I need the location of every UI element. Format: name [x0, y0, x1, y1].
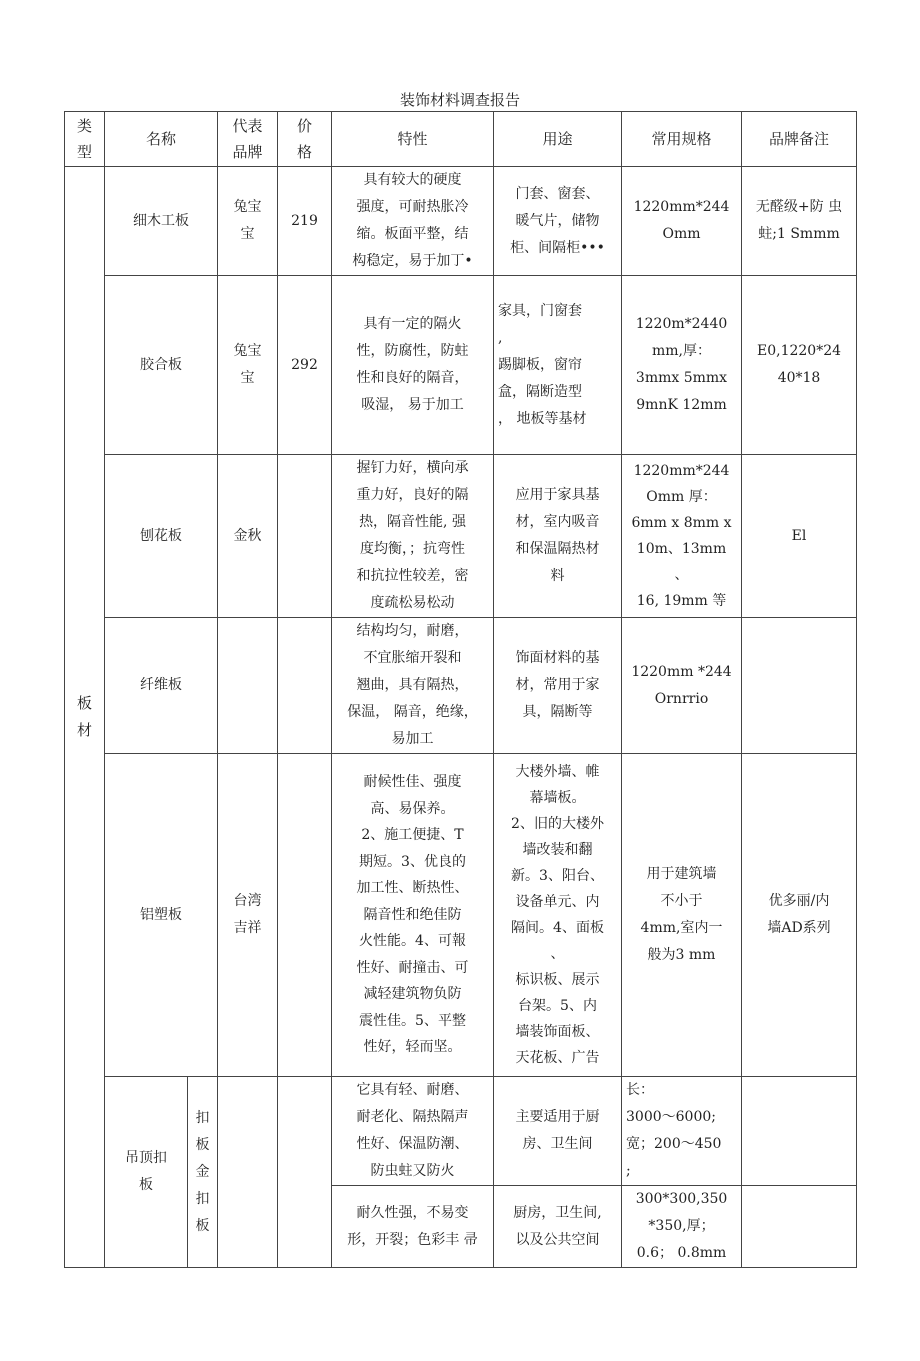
price-cell	[278, 618, 332, 754]
price-cell	[278, 455, 332, 618]
brand-cell: 金秋	[218, 455, 278, 618]
feature-cell: 耐久性强，不易变 形，开裂；色彩丰 帚	[332, 1186, 494, 1268]
note-cell: E0,1220*24 40*18	[742, 276, 857, 455]
price-cell: 219	[278, 167, 332, 276]
feature-cell: 耐候性佳、强度 高、易保养。 2、施工便捷、T 期短。3、优良的 加工性、断热性、 隔音性和绝佳防 火性能。4、可報 性好、耐撞击、可 减轻建筑物负防 震性佳。5、平整 性好，轻而坚。	[332, 754, 494, 1077]
note-cell: 无醛级+防 虫 蛀;1 Smmm	[742, 167, 857, 276]
page-title: 装饰材料调查报告	[399, 91, 520, 109]
brand-cell: 兔宝 宝	[218, 167, 278, 276]
note-cell: El	[742, 455, 857, 618]
table-row	[65, 1077, 857, 1186]
brand-cell	[218, 618, 278, 754]
usage-cell: 大楼外墙、帷 幕墙板。 2、旧的大楼外 墙改装和翻 新。3、阳台、 设备单元、内 隔间。4、面板 、 标识板、展示 台架。5、内 墙装饰面板、 天花板、广告	[494, 754, 622, 1077]
ceiling-sub2: 金 扣 板	[195, 1163, 210, 1234]
feature-cell: 结构均匀，耐磨， 不宜胀缩开裂和 翘曲，具有隔热， 保温， 隔音，绝缘， 易加工	[332, 618, 494, 754]
feature-cell: 它具有轻、耐磨、 耐老化、隔热隔声 性好、保温防潮、 防虫蛀又防火	[332, 1077, 494, 1186]
usage-cell: 主要适用于厨 房、卫生间	[494, 1077, 622, 1186]
note-cell	[742, 618, 857, 754]
spec-cell: 1220mm *244 Ornrrio	[622, 618, 742, 754]
materials-table	[64, 111, 857, 1268]
brand-cell	[218, 1077, 278, 1268]
spec-cell: 1220mm*244 Omm 厚： 6mm x 8mm x 10m、13mm 、 16, 19mm 等	[622, 455, 742, 618]
spec-cell: 用于建筑墙 不小于 4mm,室内一 般为3 mm	[622, 754, 742, 1077]
header-row	[65, 112, 857, 167]
price-cell	[278, 754, 332, 1077]
spec-cell: 1220mm*244 Omm	[622, 167, 742, 276]
name-cell: 纤维板	[105, 618, 218, 754]
feature-cell: 具有一定的隔火 性，防腐性，防蛀 性和良好的隔音， 吸湿， 易于加工	[332, 276, 494, 455]
table-row	[65, 167, 857, 276]
feature-cell: 具有较大的硬度 强度，可耐热胀冷 缩。板面平整，结 构稳定，易于加丁•	[332, 167, 494, 276]
table-row	[65, 276, 857, 455]
feature-cell: 握钉力好，横向承 重力好，良好的隔 热，隔音性能, 强 度均衡，；抗弯性 和抗拉性较差，密 度疏松易松动	[332, 455, 494, 618]
name-cell: 刨花板	[105, 455, 218, 618]
header-price: 价 格	[278, 112, 332, 167]
table-row	[65, 455, 857, 618]
brand-cell: 兔宝 宝	[218, 276, 278, 455]
header-brand: 代表 品牌	[218, 112, 278, 167]
name-cell: 胶合板	[105, 276, 218, 455]
spec-cell: 300*300,350 *350,厚； 0.6； 0.8mm	[622, 1186, 742, 1268]
price-cell	[278, 1077, 332, 1268]
ceiling-name-cell: 吊顶扣 板	[105, 1077, 188, 1268]
spec-cell: 长： 3000～6000; 宽；200～450 ;	[622, 1077, 742, 1186]
name-cell: 细木工板	[105, 167, 218, 276]
usage-cell: 饰面材料的基 材，常用于家 具，隔断等	[494, 618, 622, 754]
header-usage: 用途	[494, 112, 622, 167]
header-type: 类 型	[65, 112, 105, 167]
header-name: 名称	[105, 112, 218, 167]
usage-cell: 家具，门窗套 , 踢脚板，窗帘 盒，隔断造型 ， 地板等基材	[494, 276, 622, 455]
note-cell	[742, 1186, 857, 1268]
category-cell: 板 材	[65, 167, 105, 1268]
note-cell: 优多丽/内 墙AD系列	[742, 754, 857, 1077]
header-feature: 特性	[332, 112, 494, 167]
usage-cell: 应用于家具基 材，室内吸音 和保温隔热材 料	[494, 455, 622, 618]
ceiling-sub-cell	[188, 1077, 218, 1268]
note-cell	[742, 1077, 857, 1186]
header-note: 品牌备注	[742, 112, 857, 167]
header-spec: 常用规格	[622, 112, 742, 167]
price-cell: 292	[278, 276, 332, 455]
table-row	[65, 754, 857, 1077]
ceiling-sub1: 扣 板	[195, 1109, 210, 1153]
usage-cell: 厨房，卫生间, 以及公共空间	[494, 1186, 622, 1268]
table-row	[65, 618, 857, 754]
usage-cell: 门套、窗套、 暖气片，储物 柜、间隔柜•••	[494, 167, 622, 276]
name-cell: 铝塑板	[105, 754, 218, 1077]
spec-cell: 1220m*2440 mm,厚： 3mmx 5mmx 9mnK 12mm	[622, 276, 742, 455]
brand-cell: 台湾 吉祥	[218, 754, 278, 1077]
